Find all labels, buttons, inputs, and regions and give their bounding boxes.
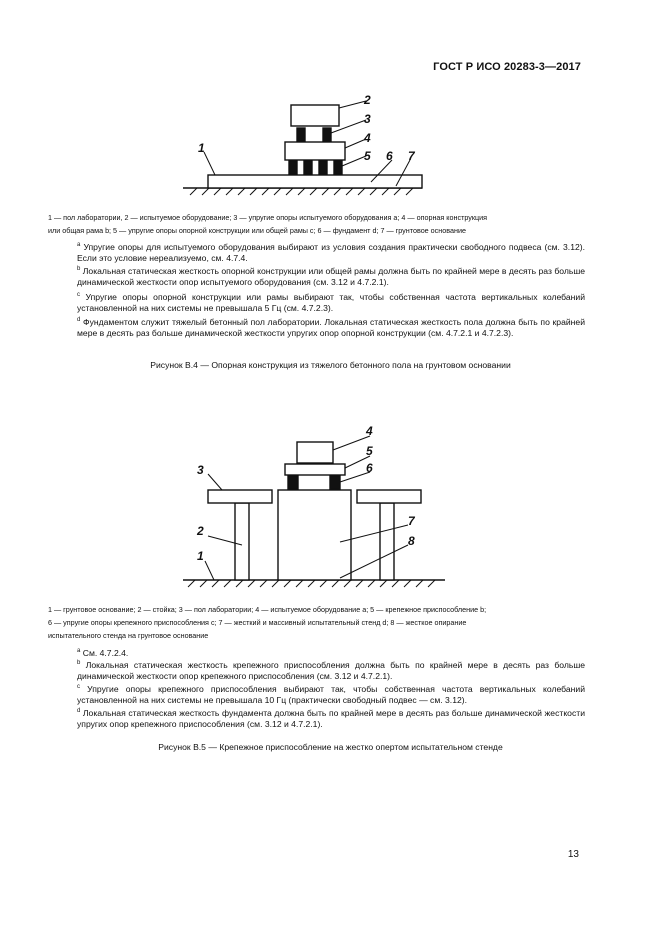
legend-line: 6 — упругие опоры крепежного приспособления c; 7 — жесткий и массивный испытательный стенд d; 8 — жесткое опирание xyxy=(48,618,467,627)
figure-b5-note xyxy=(77,684,585,707)
note-text: Локальная статическая жесткость крепежного приспособления должна быть по крайней мере в десять раз больше динамической жесткости опор крепежного приспособления (см. 3.12 и 4.7.2.1). xyxy=(77,660,586,682)
note-mark: c xyxy=(77,684,80,691)
note-mark: d xyxy=(77,708,81,715)
figure-b4-note xyxy=(77,292,585,315)
figure-b4-drawing xyxy=(0,0,661,240)
figure-label: 6 xyxy=(386,149,393,163)
figure-b5-caption: Рисунок В.5 — Крепежное приспособление на жестко опертом испытательном стенде xyxy=(158,742,503,752)
note-mark: a xyxy=(77,648,81,655)
legend-line: или общая рама b; 5 — упругие опоры опорной конструкции или общей рамы c; 6 — фундамент d; 7 — грунтовое основание xyxy=(48,226,466,235)
figure-label: 3 xyxy=(197,463,204,477)
page-number: 13 xyxy=(567,849,579,860)
figure-label: 2 xyxy=(364,93,371,107)
document-header: ГОСТ Р ИСО 20283-3—2017 xyxy=(433,61,581,73)
figure-b5-note xyxy=(77,708,585,731)
note-mark: a xyxy=(77,242,81,249)
note-text: Фундаментом служит тяжелый бетонный пол лаборатории. Локальная статическая жесткость пола должна быть по крайней мере в десять раз больше динамической жесткости упругих опор опорной конструкции (см. 4.7.2.1 и 4.7.2.3). xyxy=(77,317,585,339)
figure-b5-legend xyxy=(48,603,585,642)
figure-label: 2 xyxy=(197,524,204,538)
note-text: Упругие опоры для испытуемого оборудования выбирают из условия создания практически свободного подвеса (см. 3.12). Если это условие нереализуемо, см. 4.7.4. xyxy=(77,242,585,264)
figure-b5-note xyxy=(77,648,585,659)
figure-label: 4 xyxy=(364,131,371,145)
figure-b5-drawing xyxy=(0,410,661,600)
note-mark: c xyxy=(77,292,80,299)
figure-label: 3 xyxy=(364,112,371,126)
note-text: Локальная статическая жесткость фундамента должна быть по крайней мере в десять раз больше динамической жесткости упругих опор крепежного приспособления (см. 3.12 и 4.7.2.1). xyxy=(77,708,585,730)
figure-b4-note xyxy=(77,317,585,340)
note-mark: b xyxy=(77,266,81,273)
figure-b4-note xyxy=(77,242,585,265)
note-text: Упругие опоры крепежного приспособления выбирают так, чтобы собственная частота вертикальных колебаний установленной на них системы не превышала 10 Гц (практически свободный подвес — см. 3.12). xyxy=(77,684,585,706)
legend-line: испытательного стенда на грунтовое основание xyxy=(48,631,209,640)
note-mark: b xyxy=(77,660,81,667)
figure-label: 1 xyxy=(198,141,205,155)
note-text: Упругие опоры опорной конструкции или рамы выбирают так, чтобы собственная частота вертикальных колебаний установленной на них системы не превышала 5 Гц (см. 4.7.2.3). xyxy=(77,292,586,314)
figure-b5-note xyxy=(77,660,585,683)
figure-label: 5 xyxy=(364,149,371,163)
note-mark: d xyxy=(77,317,81,324)
figure-label: 6 xyxy=(366,461,373,475)
figure-b4-legend xyxy=(48,211,585,237)
figure-label: 4 xyxy=(366,424,373,438)
figure-label: 5 xyxy=(366,444,373,458)
figure-label: 7 xyxy=(408,149,415,163)
note-text: См. 4.7.2.4. xyxy=(82,648,129,658)
note-text: Локальная статическая жесткость опорной конструкции или общей рамы должна быть по крайней мере в десять раз больше динамической жесткости опор испытуемого оборудования (см. 3.12 и 4.7.2.1). xyxy=(77,266,585,288)
figure-label: 8 xyxy=(408,534,415,548)
legend-line: 1 — грунтовое основание; 2 — стойка; 3 — пол лаборатории; 4 — испытуемое оборудование a; 5 — крепежное приспособление b; xyxy=(48,605,487,614)
figure-label: 1 xyxy=(197,549,204,563)
figure-label: 7 xyxy=(408,514,415,528)
legend-line: 1 — пол лаборатории, 2 — испытуемое оборудование; 3 — упругие опоры испытуемого оборудования a; 4 — опорная конструкция xyxy=(48,213,488,222)
figure-b4-note xyxy=(77,266,585,289)
figure-b4-caption: Рисунок В.4 — Опорная конструкция из тяжелого бетонного пола на грунтовом основании xyxy=(150,360,511,370)
